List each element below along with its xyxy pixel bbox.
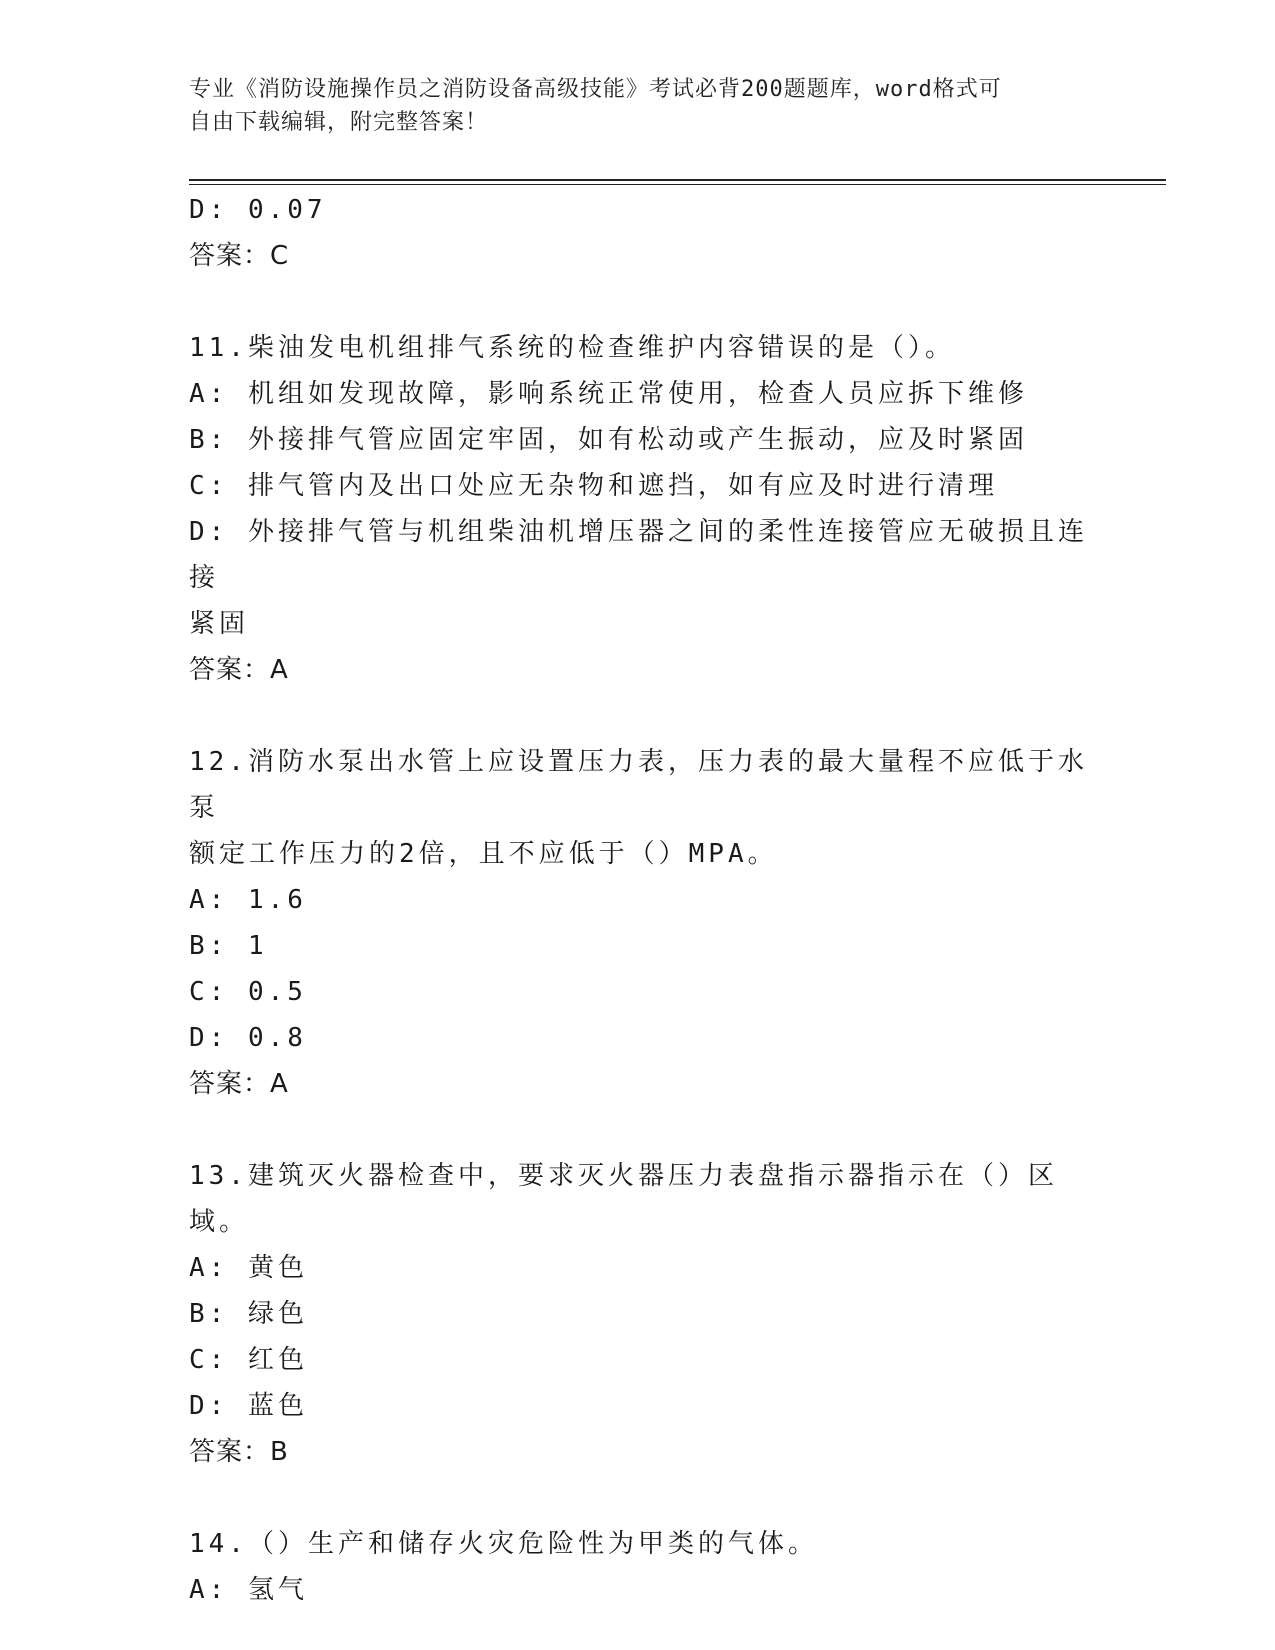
header-title-line-2: 自由下载编辑，附完整答案！ bbox=[189, 110, 489, 135]
question-12 bbox=[189, 739, 1089, 1107]
question-11-option-a: A: 机组如发现故障，影响系统正常使用，检查人员应拆下维修 bbox=[189, 379, 1028, 409]
question-13-answer: 答案：B bbox=[189, 1437, 289, 1467]
prev-answer: 答案：C bbox=[189, 241, 290, 271]
question-11-option-b: B: 外接排气管应固定牢固，如有松动或产生振动，应及时紧固 bbox=[189, 425, 1028, 455]
question-14-option-a: A: 氢气 bbox=[189, 1575, 308, 1605]
spacer bbox=[189, 1107, 1089, 1153]
question-12-option-a: A: 1.6 bbox=[189, 885, 307, 915]
header-divider-thin bbox=[189, 184, 1166, 185]
question-12-text: 12.消防水泵出水管上应设置压力表，压力表的最大量程不应低于水泵 bbox=[189, 747, 1088, 823]
header-divider-thick bbox=[189, 179, 1166, 181]
spacer bbox=[189, 1475, 1089, 1521]
question-13-option-d: D: 蓝色 bbox=[189, 1391, 308, 1421]
question-13-option-b: B: 绿色 bbox=[189, 1299, 308, 1329]
question-11-option-d-cont: 紧固 bbox=[189, 609, 250, 639]
question-12-answer: 答案：A bbox=[189, 1069, 289, 1099]
question-11-answer: 答案：A bbox=[189, 655, 289, 685]
question-12-option-c: C: 0.5 bbox=[189, 977, 307, 1007]
question-12-text-cont: 额定工作压力的2倍，且不应低于（）MPA。 bbox=[189, 839, 778, 869]
prev-option-d: D: 0.07 bbox=[189, 195, 327, 225]
question-12-option-b: B: 1 bbox=[189, 931, 268, 961]
question-11-text: 11.柴油发电机组排气系统的检查维护内容错误的是（）。 bbox=[189, 333, 955, 363]
document-header bbox=[189, 73, 1089, 139]
question-14-text: 14.（）生产和储存火灾危险性为甲类的气体。 bbox=[189, 1529, 818, 1559]
question-11-option-d: D: 外接排气管与机组柴油机增压器之间的柔性连接管应无破损且连接 bbox=[189, 517, 1088, 593]
header-title-line-1: 专业《消防设施操作员之消防设备高级技能》考试必背200题题库，word格式可 bbox=[189, 77, 1002, 102]
question-11 bbox=[189, 325, 1089, 693]
question-11-option-c: C: 排气管内及出口处应无杂物和遮挡，如有应及时进行清理 bbox=[189, 471, 998, 501]
document-body bbox=[189, 187, 1089, 1613]
spacer bbox=[189, 693, 1089, 739]
question-13-option-a: A: 黄色 bbox=[189, 1253, 308, 1283]
question-13 bbox=[189, 1153, 1089, 1475]
spacer bbox=[189, 279, 1089, 325]
question-13-text: 13.建筑灭火器检查中，要求灭火器压力表盘指示器指示在（）区域。 bbox=[189, 1161, 1058, 1237]
question-13-option-c: C: 红色 bbox=[189, 1345, 308, 1375]
question-14 bbox=[189, 1521, 1089, 1613]
question-12-option-d: D: 0.8 bbox=[189, 1023, 307, 1053]
